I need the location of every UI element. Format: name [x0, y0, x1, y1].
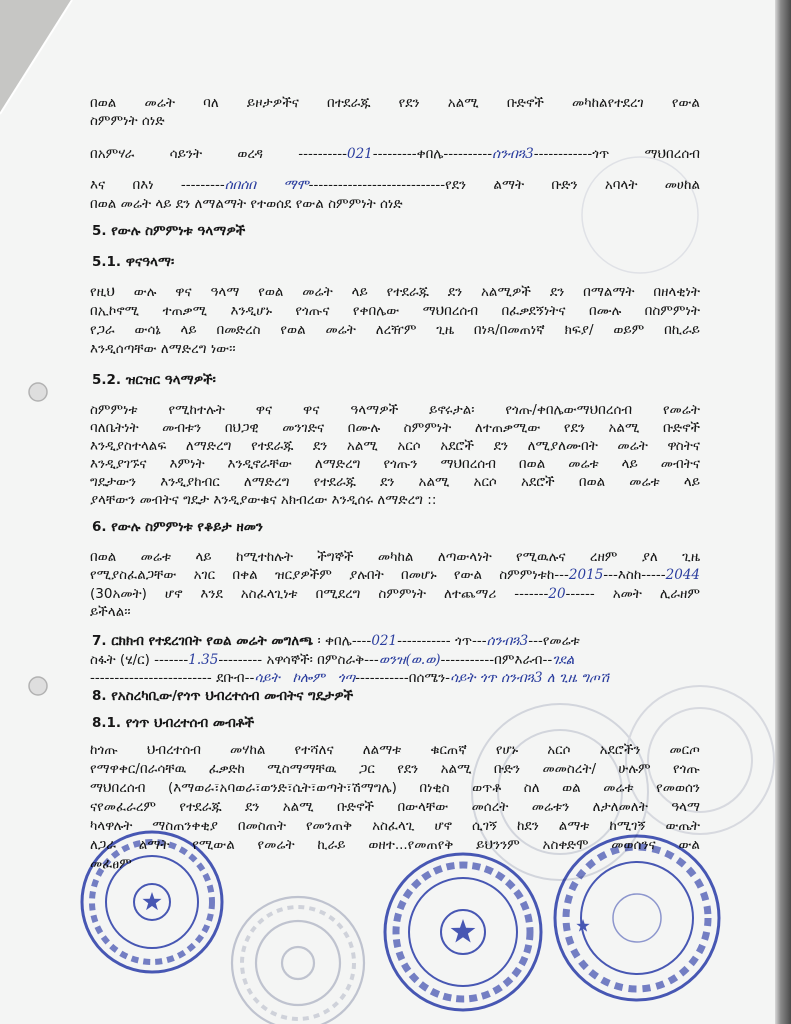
handwritten-south-boundary: ሳይት [254, 670, 280, 686]
subsection-heading: 5.1. ዋናዓላማ፡ [92, 254, 175, 270]
handwritten-got-name: ሰንብጓ3 [486, 633, 529, 649]
section-heading: 7. ርክክብ የተደረገበት የወል መሬት መግለጫ [92, 633, 314, 649]
star-emblem-icon [142, 892, 161, 910]
parties-line [90, 145, 700, 164]
star-emblem-icon [451, 919, 476, 943]
official-stamp [385, 854, 541, 1010]
handwritten-got-name: ሰንብጓ3 [492, 146, 534, 162]
document-title-line: ስምምነት ሰነድ [90, 113, 165, 129]
paragraph-line: የማዋቀር/በራሳቸዉ ፈቃድከ ሚስማማቸዉ ጋር የደን አልሚ ቡድን መመስረት/ ሁሉም የጎጡ [90, 761, 700, 777]
paragraph-line: መፈፀም [90, 856, 132, 872]
land-description-line [92, 632, 702, 651]
faint-stamp [472, 704, 648, 880]
handwritten-group-leader-name: ሰበሰበ ማሞ [224, 177, 309, 193]
faint-stamp [232, 897, 364, 1024]
printed-text: -----------በሰሜን- [355, 670, 451, 686]
paragraph-line: ከጎጡ ህብረተሰብ መሃከል የተሻለና ለልማቱ ቁርጠኛ የሆኑ አርሶ አደሮችን መርጦ [90, 742, 700, 758]
handwritten-area: 1.35 [188, 652, 219, 668]
printed-text: እና በእነ --------- [90, 177, 225, 193]
paragraph-line: ግዴታውን እንዲያከብር ለማድረግ የተደራጁ ደን አልሚ አርሶ አደሮች በወል መሬቱ ላይ [90, 474, 700, 490]
printed-text: ------ አመት ሊራዘም [565, 586, 700, 602]
land-description-line [90, 651, 700, 670]
official-stamp [82, 832, 222, 972]
printed-text: (30አመት) ሆኖ እንደ አስፈላጊነቱ በሚደረግ ስምምነት ለተጨማሪ ------- [90, 586, 549, 602]
paragraph-line: ስምምነቱ የሚከተሉት ዋና ዋና ዓላማዎች ይኖሩታል፡ የጎጡ/ቀበሌውማህበረሰብ የመሬት [90, 402, 700, 418]
subsection-heading: 8.1. የጎጥ ህብረተሰብ መብቶች [92, 715, 255, 731]
printed-text: ስፋት (ሄ/ር) ------- [90, 652, 189, 668]
printed-text: የሚያስፈልጋቸው አገር በቀል ዝርያዎችም ያሉበት በመሆኑ የውል ስምምነቱከ--- [90, 567, 569, 583]
handwritten-south-boundary: ጎጣ [337, 670, 356, 686]
handwritten-north-boundary: ሳይት ጎጥ ሰንብጓ3 ለ ጊዜ ግጦሽ [450, 670, 609, 686]
subsection-heading: 5.2. ዝርዝር ዓላማዎች፡ [92, 372, 216, 388]
parties-line: በወል መሬት ላይ ደን ለማልማት የተወሰደ የውል ስምምነት ሰነድ [90, 196, 403, 212]
faint-stamp [626, 686, 774, 834]
handwritten-kebele-number: 021 [371, 633, 398, 649]
printed-text: ፡ ቀበሌ---- [313, 633, 372, 649]
paragraph-line: የጋራ ውሳኔ ላይ በመድረስ የወል መሬት ለረዥም ጊዜ በነጻ/በመጠነኛ ክፍያ/ ወይም በኪራይ [90, 322, 700, 338]
land-description-line [90, 669, 700, 688]
document-title-line: በወል መሬት ባለ ይዞታዎችና በተደራጁ የደን አልሚ ቡድኖች መካከልየተደረገ የውል [90, 95, 700, 111]
parties-line [90, 176, 700, 195]
paragraph-line: ካላዋሉት ማስጠንቀቂያ በመስጠት የመንጠቅ አስፈላጊ ሆኖ ሲገኝ ከደን ልማቱ ከሚገኝ ውጤት [90, 818, 700, 834]
printed-text: ------------ጎጥ ማህበረሰብ [533, 146, 700, 162]
star-emblem-icon [576, 919, 589, 932]
section-heading: 6. የውሉ ስምምነቱ የቆይታ ዘመን [92, 519, 263, 535]
paragraph-line: ናየመፈራረም የተደራጁ ደን አልሚ ቡድኖች በውላቸው መሰረት መሬቱን ለታለመለት ዓላማ [90, 799, 700, 815]
paragraph-line [90, 566, 700, 585]
handwritten-south-boundary: ኮሎም [292, 670, 325, 686]
printed-text: ----------------------------የደን ልማት ቡድን አባላት መሀከል [308, 177, 700, 193]
printed-text: ---------ቀበሌ---------- [372, 146, 493, 162]
paragraph-line: እንዲያገኙና እምነት እንዲኖራቸው ለማድረግ የጎጡን ማህበረሰብ በወል መሬቱ ላይ መብትና [90, 456, 700, 472]
handwritten-start-year: 2015 [568, 567, 604, 583]
printed-text: በአምሃራ ሳይንት ወረዳ ---------- [90, 146, 347, 162]
paragraph-line: ለጋራ ልማት የሚውል የመሬት ኪራይ ወዘተ...የመጠየቅ ይህንንም አስቀድሞ መወሰንና ውል [90, 837, 700, 853]
punch-hole [29, 677, 47, 695]
paragraph-line: ይችላል፡፡ [90, 604, 131, 620]
printed-text: ----------- ጎጥ--- [397, 633, 487, 649]
paragraph-line: እንዲያስተላልፍ ለማድረግ የተደራጁ ደን አልሚ አርሶ አደሮች ደን ለሚያለሙበት መሬት ዋስትና [90, 438, 700, 454]
official-stamp [555, 836, 719, 1000]
paragraph-line: የዚህ ውሉ ዋና ዓላማ የወል መሬት ላይ የተደራጁ ደን አልሚዎች ደን በማልማት በዘላቂነት [90, 284, 700, 300]
printed-text: ---የመሬቱ [528, 633, 580, 649]
punch-hole [29, 383, 47, 401]
folded-corner [0, 0, 72, 114]
printed-text: ------------------------- ደቡብ-- [90, 670, 255, 686]
fold-edge [0, 0, 72, 114]
section-heading: 5. የውሉ ስምምነቱ ዓላማዎች [92, 223, 246, 239]
handwritten-extension-years: 20 [548, 586, 566, 602]
handwritten-west-boundary: ገደል [552, 652, 575, 668]
section-heading: 8. የአስረካቢው/የጎጥ ህብረተሰብ መብትና ግዴታዎች [92, 688, 354, 704]
printed-text: ---እስከ----- [603, 567, 666, 583]
printed-text: -----------በምእራብ-- [440, 652, 553, 668]
paragraph-line [90, 585, 700, 604]
paragraph-line: ማህበረሰብ (እማወራ፣አባወራ፣ወንድ፣ሴት፣ወጣት፣ሽማግሌ) በነቂስ ወጥቶ ስለ ወል መሬቱ የመወሰን [90, 780, 700, 796]
handwritten-kebele-number: 021 [346, 146, 373, 162]
printed-text: --------- አዋሳኞች፡ በምስራቅ--- [218, 652, 379, 668]
scan-edge [775, 0, 791, 1024]
paragraph-line: በኢኮኖሚ ተጠቃሚ እንዲሆኑ የጎጡና የቀበሌው ማህበረሰብ በፈቃደኝነትና በሙሉ በስምምነት [90, 303, 700, 319]
paragraph-line: ያላቸውን መብትና ግዴታ እንዲያውቁና አክብረው እንዲሰሩ ለማድረግ :: [90, 492, 437, 508]
paragraph-line: በወል መሬቱ ላይ ከሚተከሉት ችግኞች መካከል ለጣውላነት የሚዉሉና ረዘም ያለ ጊዜ [90, 549, 700, 565]
handwritten-end-year: 2044 [665, 567, 700, 583]
paragraph-line: ባለቤትነት መብቱን በህጋዊ መንገድና በሙሉ ስምምነት ለተጠቃሚው የደን አልሚ ቡድኖች [90, 420, 700, 436]
faint-stamp [582, 157, 698, 273]
paragraph-line: እንዲሰጣቸው ለማድረግ ነው፡፡ [90, 341, 236, 357]
handwritten-east-boundary: ወንዝ(ወ.ወ) [378, 652, 441, 668]
